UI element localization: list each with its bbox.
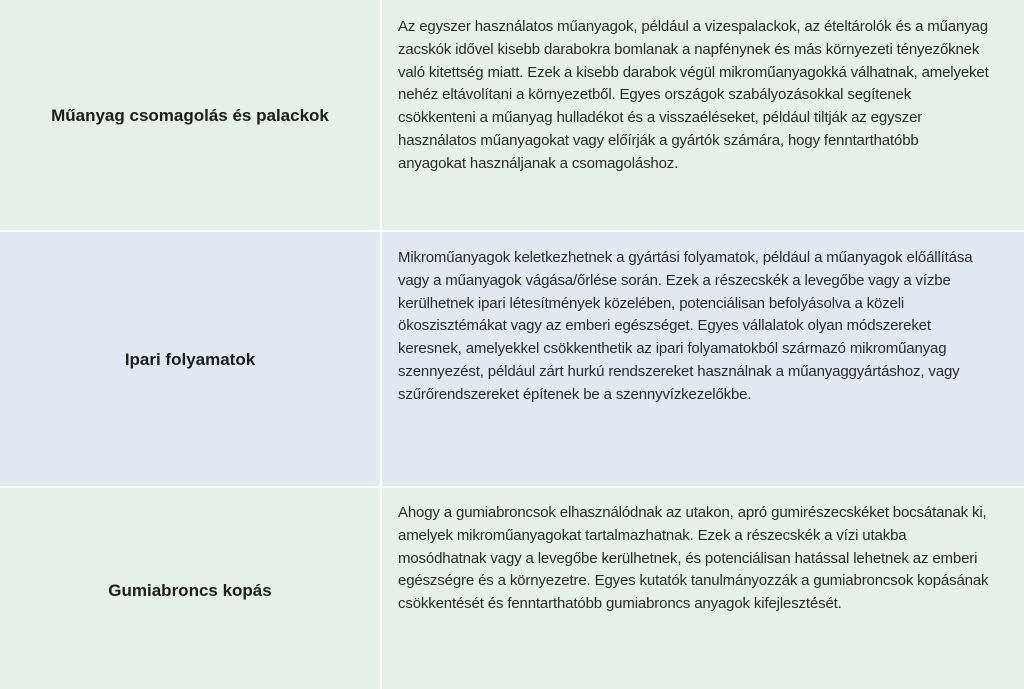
row-description: Az egyszer használatos műanyagok, például a vizespalackok, az ételtárolók és a műanyag zacskók idővel kisebb darabokra bomlanak a napfénynek és más környezeti tényezőknek való kitettség miatt. Ezek a kisebb darabok végül mikroműanyagokká válhatnak, amelyeket nehéz eltávolítani a környezetből. Egyes országok szabályozásokkal segítenek csökkenteni a műanyag hulladékot és a visszaéléseket, például tiltják az egyszer használatos műanyagokat vagy előírják a gyártók számára, hogy fenntarthatóbb anyagokat használjanak a csomagoláshoz. — [398, 18, 989, 172]
row-label: Műanyag csomagolás és palackok — [51, 106, 329, 125]
table-row — [0, 0, 1024, 230]
row-description: Mikroműanyagok keletkezhetnek a gyártási folyamatok, például a műanyagok előállítása vagy a műanyagok vágása/őrlése során. Ezek a részecskék a levegőbe vagy a vízbe kerülhetnek ipari létesítmények közelében, potenciálisan befolyásolva a közeli ökoszisztémákat vagy az emberi egészséget. Egyes vállalatok olyan módszereket keresnek, amelyekkel csökkenthetik az ipari folyamatokból származó mikroműanyag szennyezést, például zárt hurkú rendszereket használnak a műanyaggyártáshoz, vagy szűrőrendszereket építenek be a szennyvízkezelőkbe. — [398, 249, 973, 403]
row-divider — [0, 230, 1024, 232]
row-description: Ahogy a gumiabroncsok elhasználódnak az utakon, apró gumirészecskéket bocsátanak ki, amelyek mikroműanyagokat tartalmazhatnak. Ezek a részecskék a vízi utakba mosódhatnak vagy a levegőbe kerülhetnek, és potenciálisan hatással lehetnek az emberi egészségre és a környezetre. Egyes kutatók tanulmányozzák a gumiabroncsok kopásának csökkentését és fenntarthatóbb gumiabroncs anyagok kifejlesztését. — [398, 504, 989, 613]
table-row — [0, 488, 1024, 689]
row-label: Ipari folyamatok — [124, 350, 256, 369]
table-row — [0, 232, 1024, 486]
row-divider — [0, 486, 1024, 488]
column-divider — [380, 0, 382, 689]
row-label: Gumiabroncs kopás — [108, 581, 272, 600]
